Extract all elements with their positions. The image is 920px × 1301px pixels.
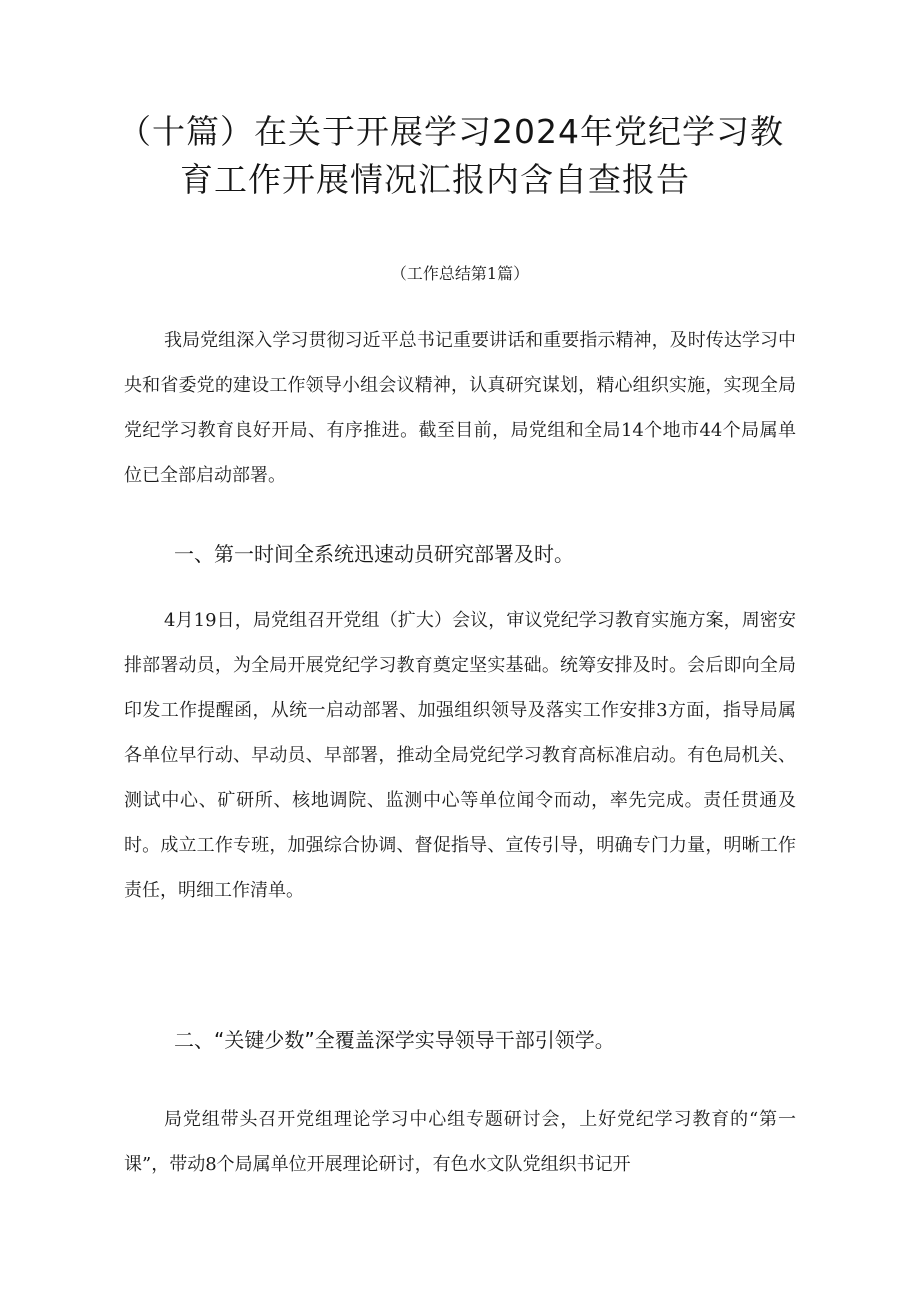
document-subtitle: （工作总结第1篇） xyxy=(390,264,530,283)
paragraph-intro: 我局党组深入学习贯彻习近平总书记重要讲话和重要指示精神，及时传达学习中央和省委党的建设工作领导小组会议精神，认真研究谋划，精心组织实施，实现全局党纪学习教育良好开局、有序推进。截至目前，局党组和全局14个地市44个局属单位已全部启动部署。 xyxy=(124,330,796,486)
document-title xyxy=(118,108,818,204)
paragraph-section-2: 局党组带头召开党组理论学习中心组专题研讨会，上好党纪学习教育的“第一课”，带动8个局属单位开展理论研讨，有色水文队党组织书记开 xyxy=(124,1109,796,1175)
title-line-1: （十篇）在关于开展学习2024年党纪学习教 xyxy=(118,112,784,151)
paragraph-section-1: 4月19日，局党组召开党组（扩大）会议，审议党纪学习教育实施方案，周密安排部署动员，为全局开展党纪学习教育奠定坚实基础。统筹安排及时。会后即向全局印发工作提醒函，从统一启动部署、加强组织领导及落实工作安排3方面，指导局属各单位早行动、早动员、早部署，推动全局党纪学习教育高标准启动。有色局机关、测试中心、矿研所、核地调院、监测中心等单位闻令而动，率先完成。责任贯通及时。成立工作专班，加强综合协调、督促指导、宣传引导，明确专门力量，明晰工作责任，明细工作清单。 xyxy=(124,610,796,901)
section-heading-1: 一、第一时间全系统迅速动员研究部署及时。 xyxy=(174,542,574,566)
title-line-2: 育工作开展情况汇报内含自查报告 xyxy=(180,160,690,199)
section-heading-2: 二、“关键少数”全覆盖深学实导领导干部引领学。 xyxy=(174,1028,615,1052)
